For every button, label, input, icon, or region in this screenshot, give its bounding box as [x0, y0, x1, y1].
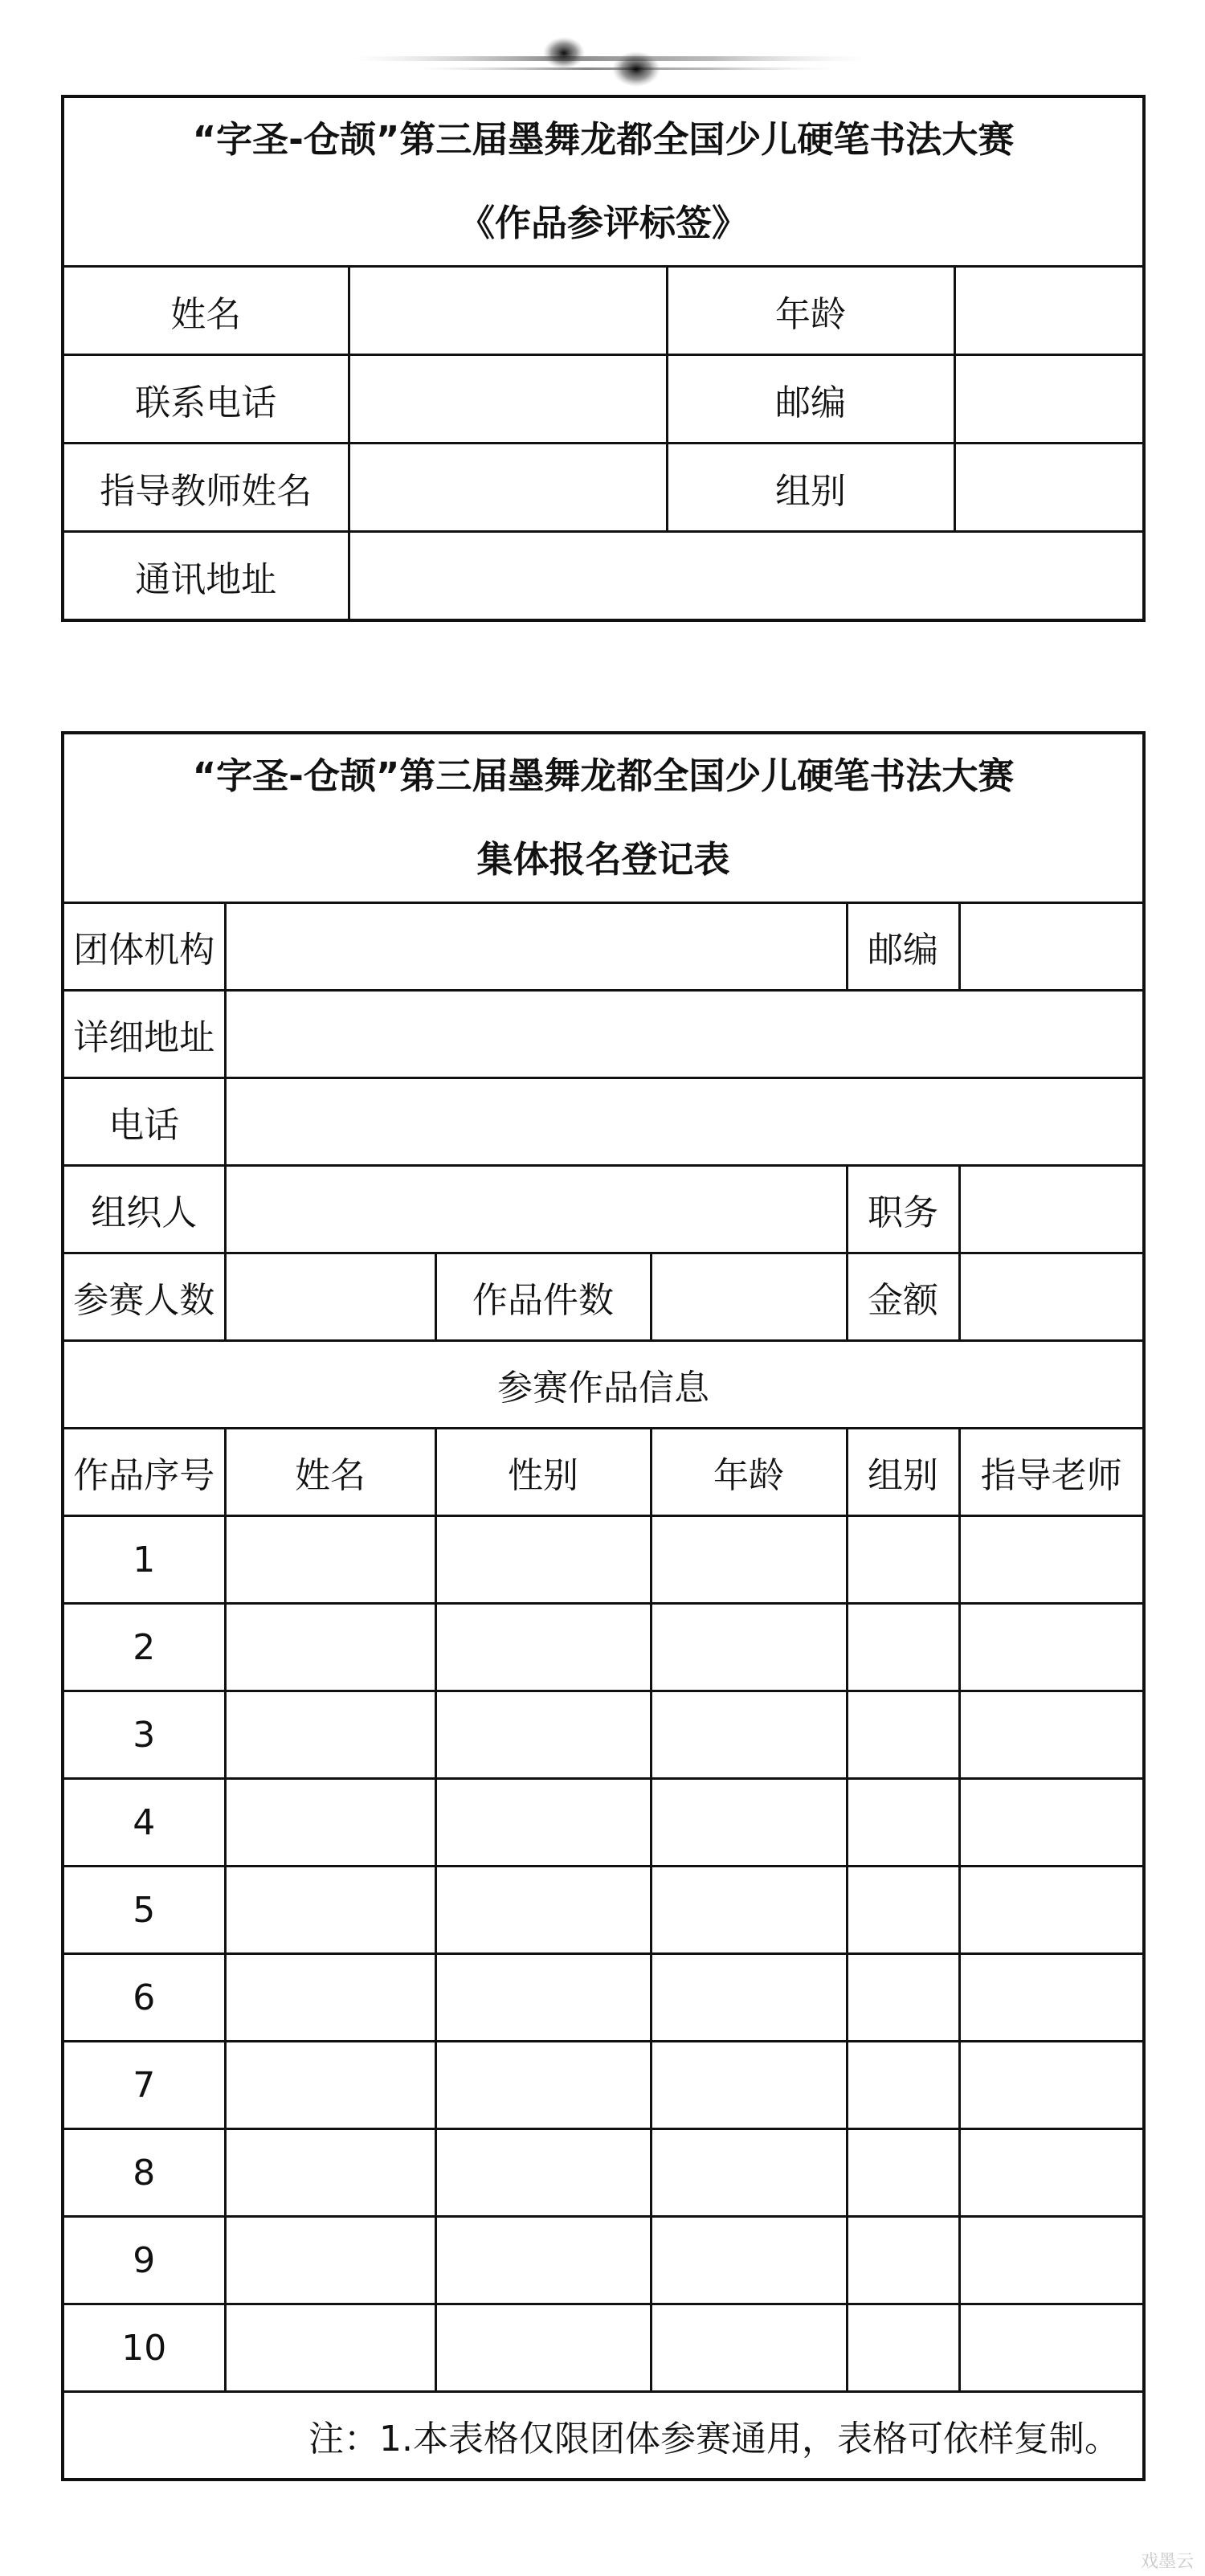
cell-teacher[interactable]	[959, 2217, 1144, 2304]
cell-age[interactable]	[651, 1954, 847, 2042]
table-row	[63, 1691, 1144, 1779]
cell-group[interactable]	[847, 2042, 959, 2129]
cell-group[interactable]	[847, 1516, 959, 1604]
participants-count-label: 参赛人数	[63, 1253, 225, 1341]
table-row	[63, 2042, 1144, 2129]
group-form-title-line1: “字圣-仓颉”第三届墨舞龙都全国少儿硬笔书法大赛	[192, 754, 1015, 797]
cell-group[interactable]	[847, 2129, 959, 2217]
position-label: 职务	[847, 1166, 959, 1253]
watermark: 戏墨云	[1140, 2552, 1194, 2572]
row-number: 7	[63, 2042, 225, 2129]
organization-field[interactable]	[225, 903, 847, 991]
column-header: 姓名	[225, 1429, 435, 1516]
organizer-field[interactable]	[225, 1166, 847, 1253]
cell-group[interactable]	[847, 1954, 959, 2042]
label-form-title-line1: “字圣-仓颉”第三届墨舞龙都全国少儿硬笔书法大赛	[192, 118, 1015, 161]
cell-name[interactable]	[225, 1691, 435, 1779]
postcode-field[interactable]	[954, 355, 1144, 444]
group-phone-field[interactable]	[225, 1078, 1144, 1166]
group-label: 组别	[667, 444, 954, 532]
postcode-label: 邮编	[667, 355, 954, 444]
age-label: 年龄	[667, 267, 954, 355]
row-number: 10	[63, 2304, 225, 2392]
cell-name[interactable]	[225, 2217, 435, 2304]
cell-age[interactable]	[651, 2304, 847, 2392]
ink-brush-decoration	[353, 32, 868, 96]
cell-age[interactable]	[651, 2217, 847, 2304]
column-header: 指导老师	[959, 1429, 1144, 1516]
name-field[interactable]	[349, 267, 667, 355]
group-form-title-line2: 集体报名登记表	[476, 838, 730, 881]
cell-name[interactable]	[225, 1604, 435, 1691]
address-label: 通讯地址	[63, 532, 349, 621]
group-phone-label: 电话	[63, 1078, 225, 1166]
column-header: 作品序号	[63, 1429, 225, 1516]
cell-gender[interactable]	[435, 2042, 651, 2129]
column-header: 组别	[847, 1429, 959, 1516]
cell-teacher[interactable]	[959, 1604, 1144, 1691]
cell-teacher[interactable]	[959, 1691, 1144, 1779]
row-number: 2	[63, 1604, 225, 1691]
cell-gender[interactable]	[435, 1516, 651, 1604]
organization-label: 团体机构	[63, 903, 225, 991]
label-form-title-line2: 《作品参评标签》	[459, 202, 749, 244]
phone-label: 联系电话	[63, 355, 349, 444]
participants-count-field[interactable]	[225, 1253, 435, 1341]
amount-label: 金额	[847, 1253, 959, 1341]
group-form-title	[63, 733, 1144, 903]
cell-teacher[interactable]	[959, 1954, 1144, 2042]
group-registration-form	[61, 731, 1146, 2481]
detailed-address-label: 详细地址	[63, 991, 225, 1078]
phone-field[interactable]	[349, 355, 667, 444]
cell-age[interactable]	[651, 1779, 847, 1867]
address-field[interactable]	[349, 532, 1144, 621]
works-count-label: 作品件数	[435, 1253, 651, 1341]
cell-teacher[interactable]	[959, 2129, 1144, 2217]
age-field[interactable]	[954, 267, 1144, 355]
table-row	[63, 1867, 1144, 1954]
table-row	[63, 1516, 1144, 1604]
cell-group[interactable]	[847, 2304, 959, 2392]
column-header: 年龄	[651, 1429, 847, 1516]
cell-name[interactable]	[225, 2129, 435, 2217]
table-row	[63, 1604, 1144, 1691]
teacher-name-label: 指导教师姓名	[63, 444, 349, 532]
works-info-heading: 参赛作品信息	[63, 1341, 1144, 1429]
cell-group[interactable]	[847, 1691, 959, 1779]
table-row	[63, 1779, 1144, 1867]
table-row	[63, 2217, 1144, 2304]
cell-age[interactable]	[651, 1867, 847, 1954]
cell-age[interactable]	[651, 2042, 847, 2129]
cell-age[interactable]	[651, 2129, 847, 2217]
cell-name[interactable]	[225, 2304, 435, 2392]
works-count-field[interactable]	[651, 1253, 847, 1341]
cell-teacher[interactable]	[959, 2304, 1144, 2392]
row-number: 9	[63, 2217, 225, 2304]
works-table-header	[63, 1429, 1144, 1516]
label-form-title	[63, 96, 1144, 267]
row-number: 8	[63, 2129, 225, 2217]
cell-name[interactable]	[225, 1779, 435, 1867]
name-label: 姓名	[63, 267, 349, 355]
row-number: 4	[63, 1779, 225, 1867]
cell-group[interactable]	[847, 1867, 959, 1954]
column-header: 性别	[435, 1429, 651, 1516]
cell-age[interactable]	[651, 1516, 847, 1604]
cell-name[interactable]	[225, 2042, 435, 2129]
cell-gender[interactable]	[435, 2217, 651, 2304]
cell-gender[interactable]	[435, 1867, 651, 1954]
cell-gender[interactable]	[435, 1604, 651, 1691]
row-number: 3	[63, 1691, 225, 1779]
cell-group[interactable]	[847, 1779, 959, 1867]
cell-name[interactable]	[225, 1867, 435, 1954]
organizer-label: 组织人	[63, 1166, 225, 1253]
cell-group[interactable]	[847, 1604, 959, 1691]
cell-gender[interactable]	[435, 1779, 651, 1867]
cell-group[interactable]	[847, 2217, 959, 2304]
row-number: 1	[63, 1516, 225, 1604]
cell-teacher[interactable]	[959, 1516, 1144, 1604]
cell-age[interactable]	[651, 1604, 847, 1691]
cell-name[interactable]	[225, 1954, 435, 2042]
amount-field[interactable]	[959, 1253, 1144, 1341]
detailed-address-field[interactable]	[225, 991, 1144, 1078]
cell-age[interactable]	[651, 1691, 847, 1779]
cell-gender[interactable]	[435, 2304, 651, 2392]
row-number: 5	[63, 1867, 225, 1954]
entry-label-form	[61, 95, 1146, 622]
teacher-name-field[interactable]	[349, 444, 667, 532]
cell-teacher[interactable]	[959, 1779, 1144, 1867]
table-row	[63, 1954, 1144, 2042]
table-row	[63, 2304, 1144, 2392]
cell-teacher[interactable]	[959, 1867, 1144, 1954]
form-note: 注：1.本表格仅限团体参赛通用，表格可依样复制。	[63, 2392, 1144, 2480]
group-postcode-label: 邮编	[847, 903, 959, 991]
cell-gender[interactable]	[435, 1954, 651, 2042]
cell-teacher[interactable]	[959, 2042, 1144, 2129]
row-number: 6	[63, 1954, 225, 2042]
group-postcode-field[interactable]	[959, 903, 1144, 991]
cell-gender[interactable]	[435, 2129, 651, 2217]
cell-gender[interactable]	[435, 1691, 651, 1779]
position-field[interactable]	[959, 1166, 1144, 1253]
table-row	[63, 2129, 1144, 2217]
cell-name[interactable]	[225, 1516, 435, 1604]
group-field[interactable]	[954, 444, 1144, 532]
